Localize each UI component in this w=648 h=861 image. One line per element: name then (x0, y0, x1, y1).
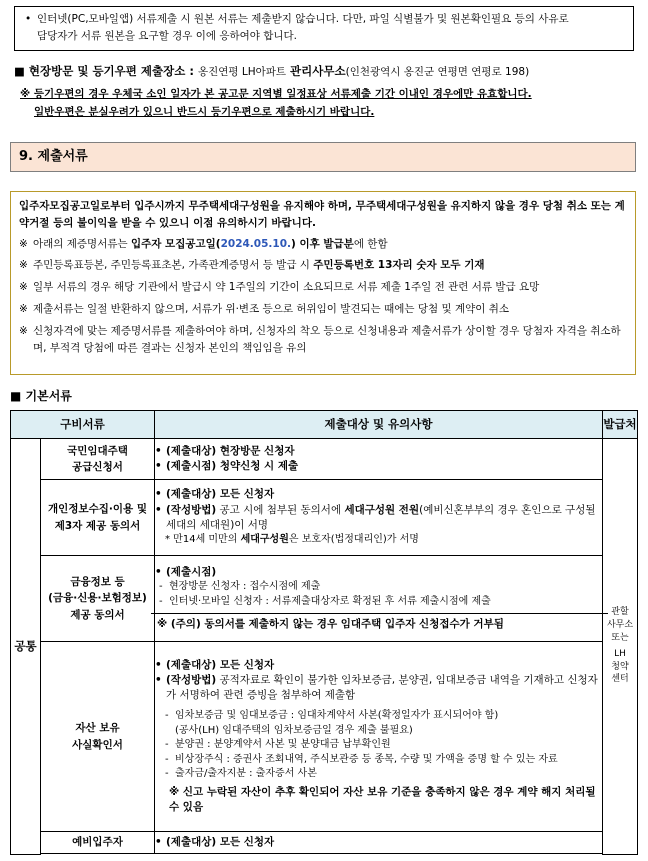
dash-icon: - (165, 739, 169, 751)
doc-name-line: 공급신청서 (72, 461, 123, 473)
issuer-line: 관할 (611, 607, 629, 618)
consent-warning: ※ (주의) 동의서를 제출하지 않는 경우 임대주택 입주자 신청접수가 거부됨 (151, 613, 608, 632)
notice-item (19, 279, 625, 296)
content-text: 공적자료로 확인이 불가한 임차보증금, 분양권, 임대보증금 내역을 기재하고 신청자가 서명하여 관련 증빙을 첨부하여 제출함 (166, 673, 598, 702)
doc-content (155, 480, 603, 556)
dash-icon: - (165, 753, 169, 765)
doc-name (41, 556, 155, 642)
table-row (11, 439, 638, 480)
issuer-line: 사무소 (606, 620, 634, 631)
content-text: 임차보증금 및 임대보증금 : 임대차계약서 사본(확정일자가 표시되어야 함) (175, 710, 499, 722)
basic-documents-table (10, 410, 638, 855)
notice-bold: 입주자 모집공고일( (130, 237, 221, 250)
doc-name-line: 제공 동의서 (70, 608, 125, 621)
content-subnote (155, 533, 602, 548)
registered-mail-note (20, 85, 532, 122)
section-title-text: 9. 제출서류 (19, 148, 88, 164)
notice-text: 아래의 제증명서류는 (33, 237, 131, 250)
table-header-row (11, 411, 638, 439)
doc-name (41, 642, 155, 832)
doc-name-line: 금융정보 등 (70, 576, 125, 589)
bullet-icon: • (155, 488, 162, 501)
header-doc: 구비서류 (11, 411, 155, 439)
reference-mark-icon: ※ (19, 281, 28, 294)
basic-documents-heading: ■ 기본서류 (10, 389, 72, 403)
content-text: 분양권 : 분양계약서 사본 및 분양대금 납부확인원 (175, 739, 391, 751)
issuer-line: LH (614, 649, 626, 660)
content-text: (공사(LH) 임대주택의 임차보증금일 경우 제출 불필요) (175, 724, 413, 736)
content-bold: 세대구성원 (240, 534, 289, 546)
bullet-icon: • (25, 13, 32, 25)
office-address: (인천광역시 옹진군 연평면 연평로 198) (345, 66, 530, 78)
bullet-icon: • (155, 835, 162, 848)
doc-name-line: 개인정보수집·이용 및 (48, 503, 147, 516)
content-text: (제출시점) (166, 565, 217, 578)
content-text: * 만14세 미만의 (165, 534, 241, 546)
dash-icon: - (165, 710, 169, 722)
notice-text: 주민등록표등본, 주민등록표초본, 가족관계증명서 등 발급 시 (33, 259, 314, 272)
notice-text: 일부 서류의 경우 해당 기관에서 발급시 약 1주일의 기간이 소요되므로 서류 제출 1주일 전 관련 서류 발급 요망 (33, 281, 540, 294)
content-text: 은 보호자(법정대리인)가 서명 (288, 534, 419, 546)
header-issuer: 발급처 (603, 411, 638, 439)
bullet-icon: • (155, 460, 162, 472)
submission-place-name: 옹진연평 LH아파트 (197, 66, 287, 78)
notice-bold: 주민등록번호 13자리 숫자 모두 기재 (313, 259, 485, 272)
notice-item (19, 236, 625, 253)
content-bold: 세대구성원 전원 (344, 503, 420, 516)
notice-item (19, 257, 625, 274)
announcement-date: 2024.05.10. (220, 237, 291, 250)
dash-icon: - (165, 768, 169, 780)
content-text: (예비신혼부부의 경우 혼인으로 구성될 세대의 세대원)이 서명 (166, 503, 596, 531)
doc-name (41, 480, 155, 556)
issuer-cell (603, 439, 638, 855)
notice-item (19, 301, 625, 318)
note-line-2: 담당자가 서류 원본을 요구할 경우 이에 응하여야 합니다. (37, 30, 297, 43)
dash-icon: - (159, 581, 163, 592)
reference-mark-icon: ※ (19, 302, 28, 315)
management-office: 관리사무소 (290, 64, 346, 78)
note-line-1: 인터넷(PC,모바일앱) 서류제출 시 원본 서류는 제출받지 않습니다. 다만, 파일 식별불가 및 원본확인필요 등의 사유로 (37, 13, 569, 25)
asset-warning: ※ 신고 누락된 자산이 추후 확인되어 자산 보유 기준을 충족하지 않은 경우 계약 해지 처리될 수 있음 (169, 785, 596, 814)
mail-note-line-2: 일반우편은 분실우려가 있으니 반드시 등기우편으로 제출하시기 바랍니다. (34, 106, 375, 119)
dash-icon: - (159, 595, 163, 607)
bullet-icon: • (155, 503, 162, 516)
issuer-line: 또는 (611, 632, 629, 643)
group-common: 공통 (11, 439, 41, 855)
issuer-line: 센터 (611, 674, 629, 685)
doc-content (155, 642, 603, 832)
table-row (11, 832, 638, 854)
table-row (11, 556, 638, 642)
doc-name-line: 제3자 제공 동의서 (54, 519, 141, 532)
content-text: (제출대상) 모든 신청자 (166, 488, 275, 501)
content-label: (작성방법) (166, 673, 217, 686)
table-row (11, 642, 638, 832)
doc-name-line: 사실확인서 (72, 738, 123, 751)
content-text: 비상장주식 : 증권사 조회내역, 주식보관증 등 종목, 수량 및 가액을 증명 할 수 있는 자료 (175, 753, 558, 765)
notice-bold: ) 이후 발급분 (291, 237, 354, 250)
reference-mark-icon: ※ (19, 237, 28, 250)
bullet-icon: • (155, 673, 162, 686)
doc-content (155, 556, 603, 642)
content-text: 현장방문 신청자 : 접수시점에 제출 (169, 581, 321, 592)
submission-place-heading (14, 63, 529, 80)
doc-name (41, 439, 155, 480)
content-label: (작성방법) (166, 503, 217, 516)
content-text: (제출대상) 모든 신청자 (166, 835, 275, 848)
original-docs-note-box (14, 6, 634, 51)
doc-name-line: 국민임대주택 (67, 444, 128, 457)
content-text: 출자금/출자지분 : 출자증서 사본 (175, 768, 317, 780)
submission-place-label: 현장방문 및 등기우편 제출장소 : (28, 64, 194, 78)
notice-lead: 입주자모집공고일로부터 입주시까지 무주택세대구성원을 유지해야 하며, 무주택세대구성원을 유지하지 않을 경우 당첨 취소 또는 계약거절 등의 불이익을 받을 수 있으니 이점 유의하시기 바랍니다. (19, 200, 625, 229)
section-title (10, 142, 636, 172)
issuer-line: 청약 (611, 661, 629, 672)
mail-note-line-1: ※ 등기우편의 경우 우체국 소인 일자가 본 공고문 지역별 일정표상 서류제출 기간 이내인 경우에만 유효합니다. (20, 88, 532, 100)
content-text: (제출시점) 청약신청 시 제출 (166, 460, 299, 472)
doc-name-line: (금융·신용·보험정보) (48, 592, 147, 605)
header-target: 제출대상 및 유의사항 (155, 411, 603, 439)
table-row (11, 480, 638, 556)
content-text: 공고 시에 첨부된 동의서에 (216, 503, 345, 516)
content-text: (제출대상) 모든 신청자 (166, 658, 275, 671)
bullet-icon: • (155, 444, 162, 457)
doc-name: 예비입주자 (41, 832, 155, 854)
eligibility-notice-box (10, 191, 636, 375)
notice-item (19, 323, 625, 357)
notice-text: 에 한함 (353, 237, 388, 250)
bullet-icon: • (155, 565, 162, 578)
notice-text: 제출서류는 일절 반환하지 않으며, 서류가 위·변조 등으로 허위임이 발견되는 때에는 당첨 및 계약이 취소 (33, 302, 510, 315)
doc-content (155, 832, 603, 854)
notice-text: 신청자격에 맞는 제증명서류를 제출하여야 하며, 신청자의 착오 등으로 신청내용과 제출서류가 상이할 경우 당첨자 자격을 취소하며, 부적격 당첨에 따른 결과는 신청자 본인의 책임임을 유의 (33, 324, 621, 354)
square-bullet-icon: ■ (14, 64, 25, 78)
reference-mark-icon: ※ (19, 324, 28, 337)
doc-content (155, 439, 603, 480)
content-text: 인터넷·모바일 신청자 : 서류제출대상자로 확정된 후 서류 제출시점에 제출 (169, 595, 491, 607)
bullet-icon: • (155, 658, 162, 671)
reference-mark-icon: ※ (19, 259, 28, 272)
content-text: (제출대상) 현장방문 신청자 (166, 444, 295, 457)
doc-name-line: 자산 보유 (75, 722, 120, 735)
